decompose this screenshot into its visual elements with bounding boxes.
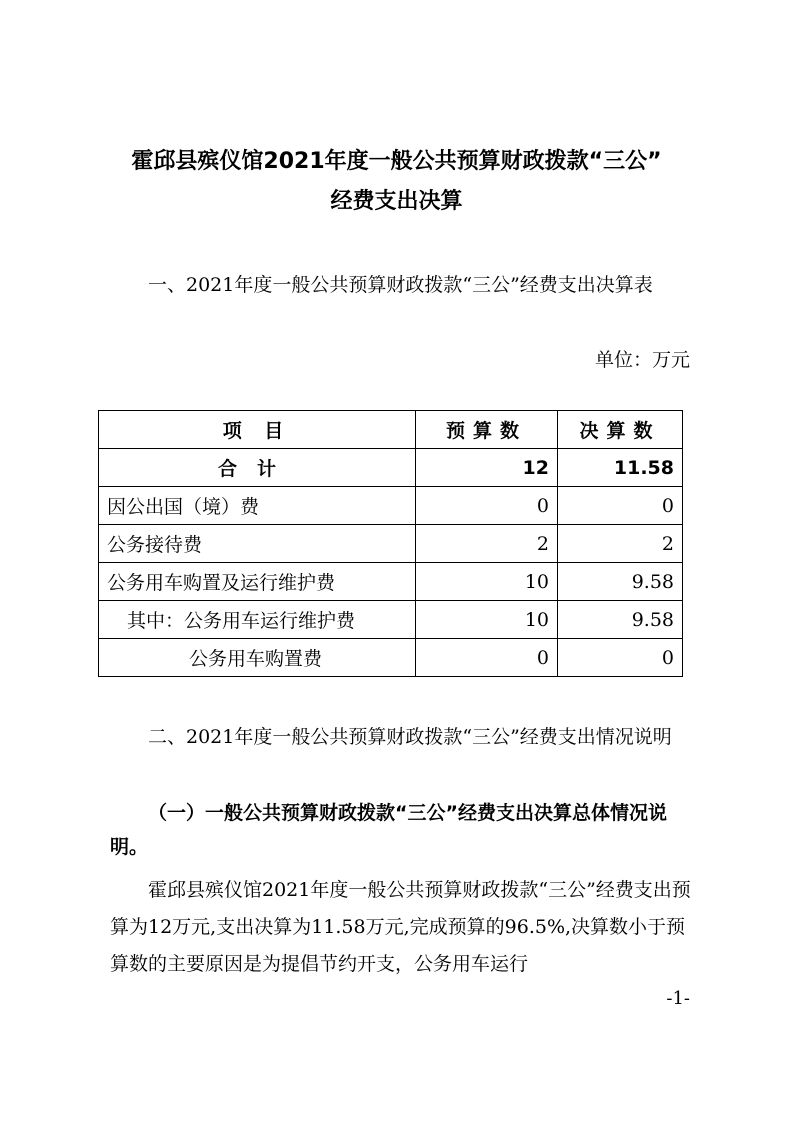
row-label: 因公出国（境）费 bbox=[99, 487, 416, 525]
row-budget: 0 bbox=[416, 487, 558, 525]
total-actual: 11.58 bbox=[558, 449, 683, 487]
table-header-row bbox=[99, 411, 683, 449]
row-actual: 2 bbox=[558, 525, 683, 563]
row-budget: 10 bbox=[416, 601, 558, 639]
row-label: 公务用车购置及运行维护费 bbox=[99, 563, 416, 601]
total-budget: 12 bbox=[416, 449, 558, 487]
total-label: 合计 bbox=[99, 449, 416, 487]
paragraph-summary: 霍邱县殡仪馆2021年度一般公共预算财政拨款“三公”经费支出预算为12万元,支出决算为11.58万元,完成预算的96.5%,决算数小于预算数的主要原因是为提倡节约开支，公务用车运行 bbox=[110, 879, 691, 975]
row-budget: 10 bbox=[416, 563, 558, 601]
header-item: 项 目 bbox=[99, 411, 416, 449]
row-budget: 0 bbox=[416, 639, 558, 677]
subsection1-heading: （一）一般公共预算财政拨款“三公”经费支出决算总体情况说明。 bbox=[110, 802, 667, 858]
row-label: 其中：公务用车运行维护费 bbox=[99, 601, 416, 639]
table-row-total bbox=[99, 449, 683, 487]
document-title-line2: 经费支出决算 bbox=[330, 189, 463, 214]
table-row bbox=[99, 525, 683, 563]
three-public-expenses-table bbox=[98, 410, 683, 677]
page-number: -1- bbox=[666, 988, 690, 1009]
header-actual: 决算数 bbox=[558, 411, 683, 449]
table-row bbox=[99, 601, 683, 639]
section2-heading: 二、2021年度一般公共预算财政拨款“三公”经费支出情况说明 bbox=[148, 726, 672, 748]
section1-heading: 一、2021年度一般公共预算财政拨款“三公”经费支出决算表 bbox=[148, 274, 653, 296]
header-budget: 预算数 bbox=[416, 411, 558, 449]
row-actual: 0 bbox=[558, 639, 683, 677]
row-label: 公务接待费 bbox=[99, 525, 416, 563]
row-actual: 0 bbox=[558, 487, 683, 525]
row-label: 公务用车购置费 bbox=[99, 639, 416, 677]
table-row bbox=[99, 487, 683, 525]
document-title-line1: 霍邱县殡仪馆2021年度一般公共预算财政拨款“三公” bbox=[131, 149, 662, 174]
row-actual: 9.58 bbox=[558, 601, 683, 639]
table-row bbox=[99, 639, 683, 677]
unit-label: 单位：万元 bbox=[594, 349, 690, 371]
row-actual: 9.58 bbox=[558, 563, 683, 601]
table-row bbox=[99, 563, 683, 601]
row-budget: 2 bbox=[416, 525, 558, 563]
